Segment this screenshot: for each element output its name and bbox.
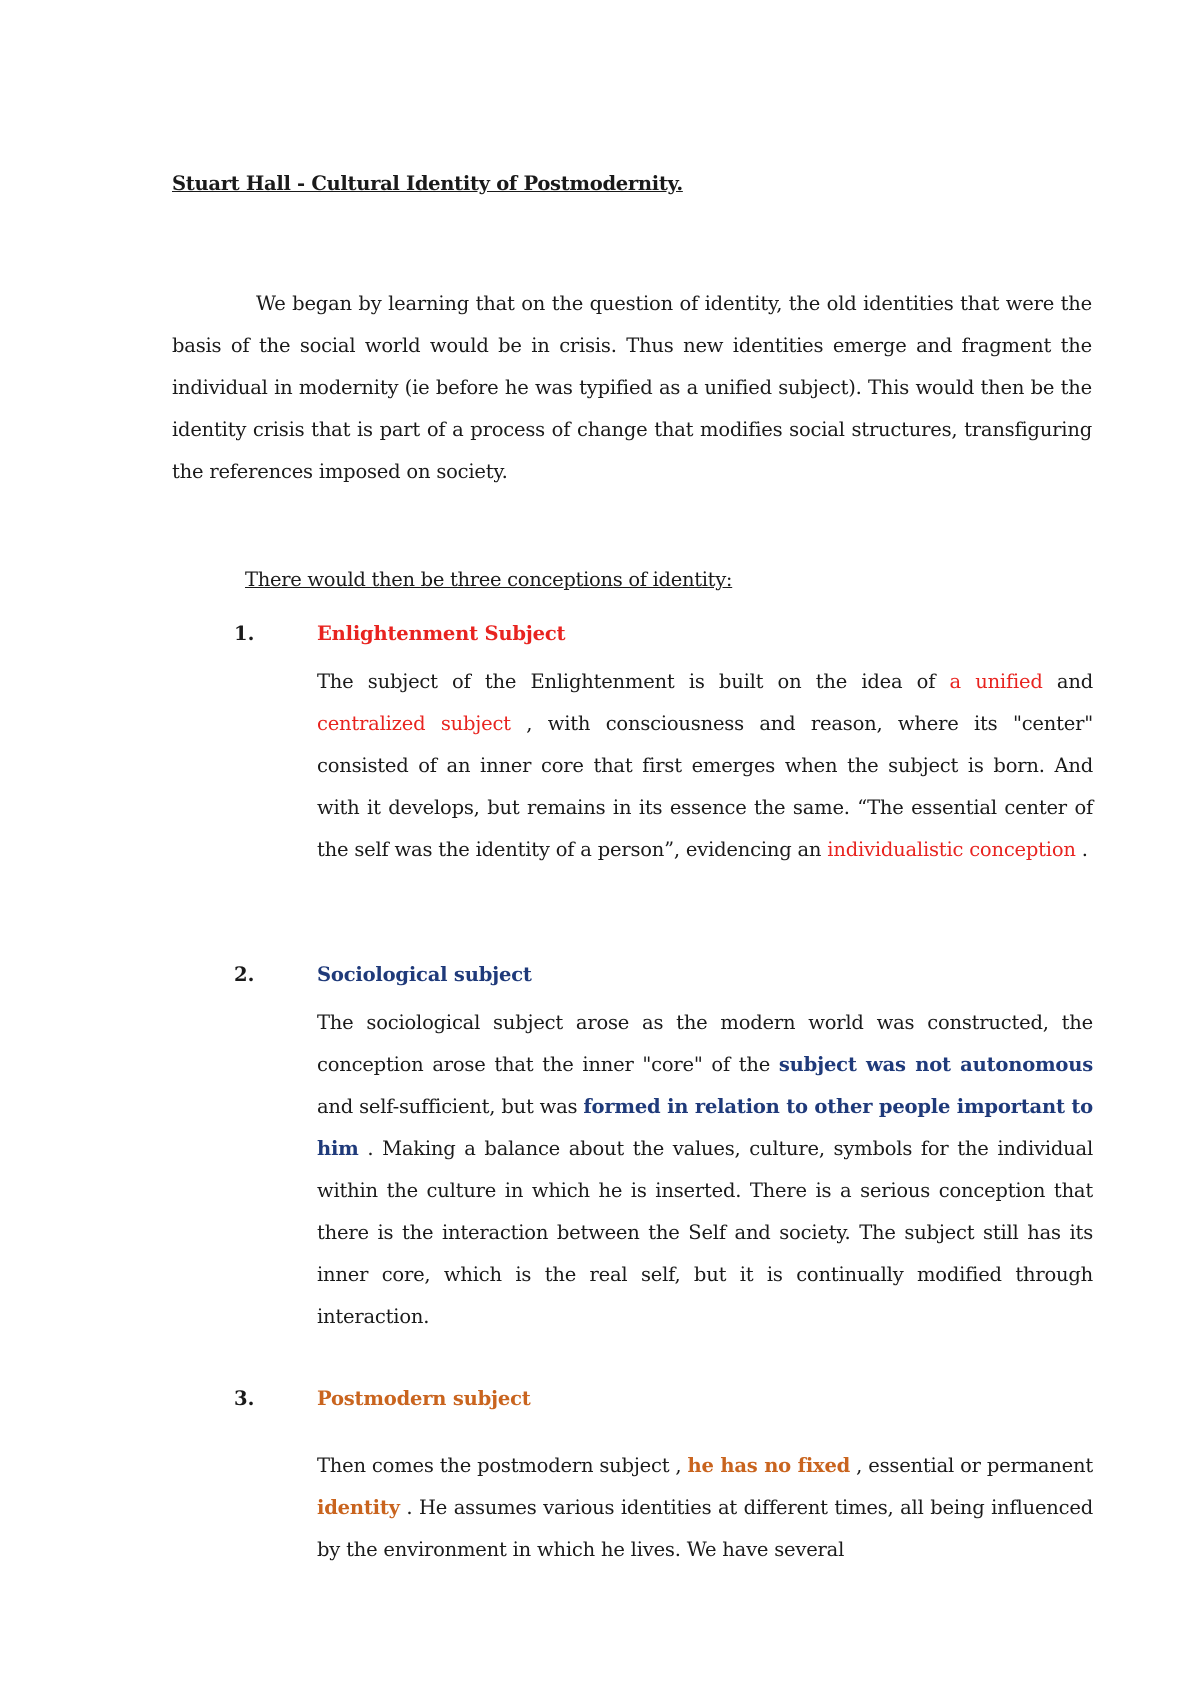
body-run: and self-sufficient, but was bbox=[317, 1095, 584, 1118]
body-run: Then comes the postmodern subject , bbox=[317, 1454, 688, 1477]
item-1-number: 1. bbox=[234, 622, 255, 645]
body-run: identity bbox=[317, 1496, 400, 1519]
intro-paragraph bbox=[172, 283, 1092, 493]
intro-text: We began by learning that on the question of identity, the old identities that were the basis of the social world would be in crisis. Thus new identities emerge and fragment the individual in modernity (ie before he was typified as a unified subject). This would then be the identity crisis that is part of a process of change that modifies social structures, transfiguring the references imposed on society. bbox=[172, 292, 1092, 483]
item-2-number: 2. bbox=[234, 963, 255, 986]
body-run: he has no fixed bbox=[687, 1454, 851, 1477]
body-run: subject was not autonomous bbox=[778, 1053, 1093, 1076]
item-3-title: Postmodern subject bbox=[317, 1387, 531, 1410]
item-3-body bbox=[317, 1445, 1093, 1571]
item-3-number: 3. bbox=[234, 1387, 255, 1410]
body-run: . He assumes various identities at different times, all being influenced by the environment in which he lives. We have several bbox=[317, 1496, 1093, 1561]
body-run: centralized subject bbox=[317, 712, 511, 735]
body-run: formed in relation to other people important to him bbox=[317, 1095, 1093, 1160]
item-1-title: Enlightenment Subject bbox=[317, 622, 566, 645]
body-run: , with consciousness and reason, where its "center" consisted of an inner core that first emerges when the subject is born. And with it develops, but remains in its essence the same. “The essential center of the self was the identity of a person”, evidencing an bbox=[317, 712, 1093, 861]
item-2-title: Sociological subject bbox=[317, 963, 532, 986]
item-1-body bbox=[317, 661, 1093, 871]
body-run: The sociological subject arose as the modern world was constructed, the conception arose that the inner "core" of the bbox=[317, 1011, 1093, 1076]
body-run: . Making a balance about the values, culture, symbols for the individual within the culture in which he is inserted. There is a serious conception that there is the interaction between the Self and society. The subject still has its inner core, which is the real self, but it is continually modified through interaction. bbox=[317, 1137, 1093, 1328]
document-title: Stuart Hall - Cultural Identity of Postmodernity. bbox=[172, 172, 683, 195]
conceptions-heading: There would then be three conceptions of identity: bbox=[245, 568, 733, 591]
body-run: a unified bbox=[949, 670, 1043, 693]
item-2-body bbox=[317, 1002, 1093, 1338]
body-run: individualistic conception bbox=[827, 838, 1076, 861]
body-run: . bbox=[1075, 838, 1088, 861]
body-run: , essential or permanent bbox=[850, 1454, 1093, 1477]
body-run: and bbox=[1042, 670, 1093, 693]
body-run: The subject of the Enlightenment is built on the idea of bbox=[317, 670, 950, 693]
